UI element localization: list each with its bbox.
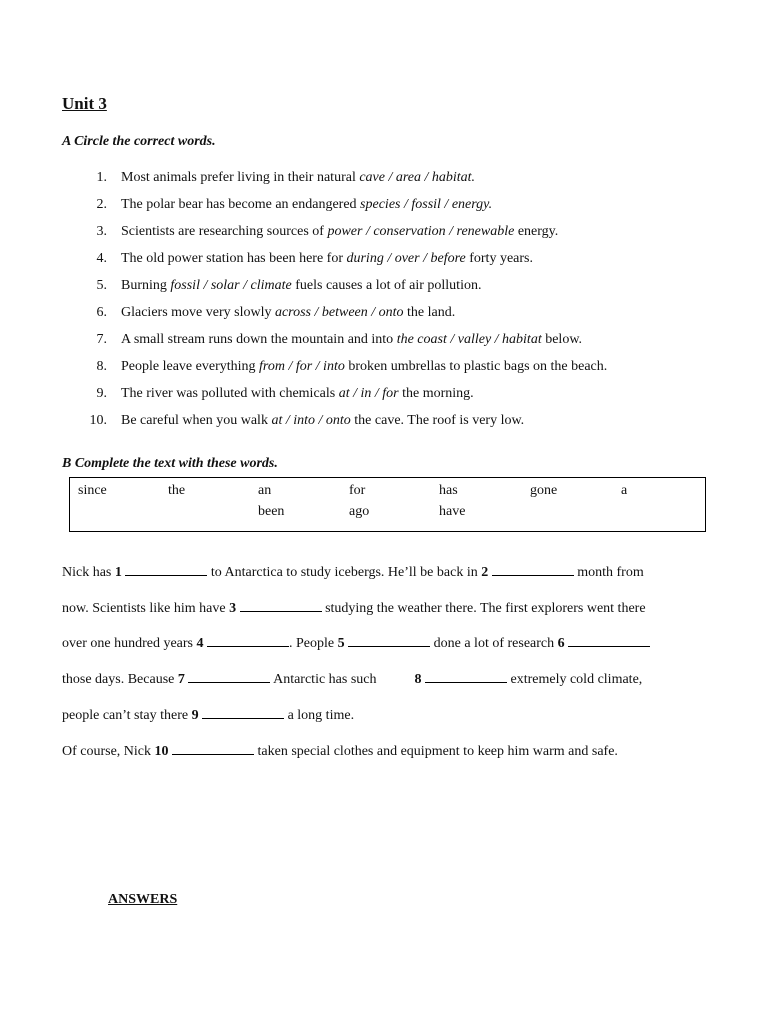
question-item: [62, 413, 607, 440]
question-text: [121, 305, 455, 320]
question-item: [62, 197, 607, 224]
text-segment: done a lot of research: [430, 636, 558, 651]
blank-number: 6: [557, 636, 565, 651]
word-for: for: [349, 483, 366, 498]
question-item: [62, 251, 607, 278]
question-segment: The river was polluted with chemicals: [121, 386, 339, 401]
question-number: 3.: [96, 224, 107, 239]
blank-number: 9: [191, 708, 199, 723]
blank-6[interactable]: [568, 634, 650, 647]
question-segment: The old power station has been here for: [121, 251, 347, 266]
word-been: been: [258, 504, 285, 519]
blank-number: 3: [229, 601, 237, 616]
question-number: 7.: [96, 332, 107, 347]
question-text: [121, 359, 607, 374]
question-text: [121, 386, 474, 401]
answer-options[interactable]: the coast / valley / habitat: [396, 332, 542, 347]
text-line-2: [62, 599, 646, 617]
word-box: [69, 477, 706, 532]
question-number: 9.: [96, 386, 107, 401]
blank-number: 7: [177, 672, 185, 687]
word-the: the: [168, 483, 186, 498]
question-text: [121, 332, 582, 347]
question-segment: the cave. The roof is very low.: [350, 413, 525, 428]
question-segment: Be careful when you walk: [121, 413, 272, 428]
blank-8[interactable]: [425, 670, 507, 683]
question-segment: fuels causes a lot of air pollution.: [291, 278, 482, 293]
question-item: [62, 359, 607, 386]
text-line-4: [62, 670, 642, 688]
answer-options[interactable]: from / for / into: [259, 359, 345, 374]
question-number: 6.: [96, 305, 107, 320]
blank-4[interactable]: [207, 634, 289, 647]
blank-number: 5: [337, 636, 345, 651]
text-segment: Nick has: [62, 565, 115, 580]
blank-9[interactable]: [202, 706, 284, 719]
question-segment: the morning.: [398, 386, 474, 401]
question-segment: A small stream runs down the mountain and into: [121, 332, 397, 347]
word-since: since: [78, 483, 107, 498]
word-have: have: [439, 504, 466, 519]
question-segment: Most animals prefer living in their natural: [121, 170, 360, 185]
word-ago: ago: [349, 504, 370, 519]
blank-number: 4: [196, 636, 204, 651]
question-text: [121, 278, 481, 293]
text-segment: people can’t stay there: [62, 708, 192, 723]
question-item: [62, 170, 607, 197]
question-list: [62, 170, 607, 440]
question-segment: Burning: [121, 278, 171, 293]
question-segment: below.: [541, 332, 583, 347]
section-b-heading: B Complete the text with these words.: [62, 456, 278, 471]
text-line-1: [62, 563, 644, 581]
question-number: 1.: [96, 170, 107, 185]
question-segment: broken umbrellas to plastic bags on the beach.: [344, 359, 608, 374]
text-segment: extremely cold climate,: [507, 672, 643, 687]
text-line-6: [62, 742, 618, 760]
blank-number: 10: [154, 744, 169, 759]
text-segment: to Antarctica to study icebergs. He’ll be back in: [207, 565, 482, 580]
question-item: [62, 332, 607, 359]
answer-options[interactable]: across / between / onto: [274, 305, 404, 320]
text-segment: studying the weather there. The first explorers went there: [321, 601, 646, 616]
question-number: 4.: [96, 251, 107, 266]
word-has: has: [439, 483, 458, 498]
answer-options[interactable]: cave / area / habitat.: [359, 170, 476, 185]
question-text: [121, 251, 533, 266]
question-item: [62, 386, 607, 413]
question-text: [121, 224, 558, 239]
text-segment: taken special clothes and equipment to keep him warm and safe.: [254, 744, 618, 759]
blank-number: 2: [481, 565, 489, 580]
blank-5[interactable]: [348, 634, 430, 647]
question-segment: The polar bear has become an endangered: [121, 197, 361, 212]
blank-number: 8: [414, 672, 422, 687]
answer-options[interactable]: during / over / before: [346, 251, 466, 266]
answer-options[interactable]: fossil / solar / climate: [170, 278, 292, 293]
text-segment: over one hundred years: [62, 636, 197, 651]
word-a: a: [621, 483, 628, 498]
question-number: 10.: [89, 413, 107, 428]
unit-title: Unit 3: [62, 94, 107, 113]
word-gone: gone: [530, 483, 558, 498]
question-segment: the land.: [403, 305, 456, 320]
text-segment: . People: [289, 636, 338, 651]
question-segment: forty years.: [465, 251, 533, 266]
text-segment: Of course, Nick: [62, 744, 155, 759]
question-number: 5.: [96, 278, 107, 293]
answer-options[interactable]: at / in / for: [338, 386, 399, 401]
text-segment: month from: [573, 565, 644, 580]
word-an: an: [258, 483, 272, 498]
question-number: 8.: [96, 359, 107, 374]
question-text: [121, 413, 524, 428]
blank-3[interactable]: [240, 599, 322, 612]
text-segment: those days. Because: [62, 672, 178, 687]
blank-number: 1: [114, 565, 122, 580]
question-segment: People leave everything: [121, 359, 260, 374]
question-segment: Scientists are researching sources of: [121, 224, 328, 239]
question-item: [62, 224, 607, 251]
question-text: [121, 197, 492, 212]
section-a-heading: A Circle the correct words.: [62, 134, 216, 149]
answer-options[interactable]: power / conservation / renewable: [327, 224, 515, 239]
question-text: [121, 170, 475, 185]
text-segment: now. Scientists like him have: [62, 601, 230, 616]
question-segment: energy.: [514, 224, 559, 239]
text-line-3: [62, 634, 650, 652]
blank-10[interactable]: [172, 742, 254, 755]
question-item: [62, 278, 607, 305]
question-item: [62, 305, 607, 332]
blank-7[interactable]: [188, 670, 270, 683]
blank-1[interactable]: [125, 563, 207, 576]
blank-2[interactable]: [492, 563, 574, 576]
question-number: 2.: [96, 197, 107, 212]
answer-options[interactable]: species / fossil / energy.: [360, 197, 493, 212]
text-segment: a long time.: [284, 708, 355, 723]
text-line-5: [62, 706, 354, 724]
text-segment: Antarctic has such: [270, 672, 377, 687]
answer-options[interactable]: at / into / onto: [271, 413, 351, 428]
question-segment: Glaciers move very slowly: [121, 305, 275, 320]
answers-heading: ANSWERS: [108, 892, 178, 907]
